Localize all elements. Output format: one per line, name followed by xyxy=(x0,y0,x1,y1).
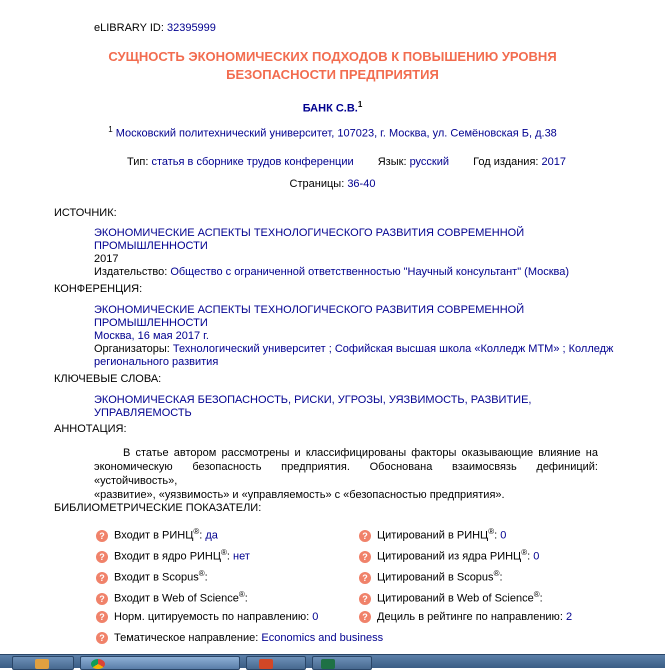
folder-icon xyxy=(35,659,49,669)
biblio-right-column xyxy=(359,527,572,632)
metric-scopus: ? Входит в Scopus®: xyxy=(96,569,383,590)
help-icon[interactable]: ? xyxy=(96,551,108,563)
help-icon[interactable]: ? xyxy=(96,632,108,644)
help-icon[interactable]: ? xyxy=(359,593,371,605)
pages-value: 36-40 xyxy=(347,178,376,190)
metric-thematic: ? Тематическое направление: Economics and business xyxy=(96,632,383,653)
powerpoint-icon xyxy=(259,659,273,669)
publisher-row xyxy=(94,266,614,279)
abstract-line-3: «развитие», «уязвимость» и «управляемость» с «безопасностью предприятия». xyxy=(94,489,505,501)
year-label: Год издания: xyxy=(473,156,539,168)
meta-row xyxy=(127,156,566,168)
organizers-value-1[interactable]: Технологический университет ; Софийская высшая школа «Колледж МТМ» ; Колледж xyxy=(172,343,614,355)
elibrary-id xyxy=(94,22,216,34)
biblio-heading: БИБЛИОМЕТРИЧЕСКИЕ ПОКАЗАТЕЛИ: xyxy=(54,502,262,514)
organizers-value-2[interactable]: регионального развития xyxy=(94,356,219,368)
source-title[interactable]: ЭКОНОМИЧЕСКИЕ АСПЕКТЫ ТЕХНОЛОГИЧЕСКОГО РАЗВИТИЯ СОВРЕМЕННОЙ ПРОМЫШЛЕННОСТИ xyxy=(94,227,525,252)
source-block xyxy=(94,227,614,279)
metric-rinc: ? Входит в РИНЦ®: да xyxy=(96,527,383,548)
source-year: 2017 xyxy=(94,253,119,265)
title-line-1: СУЩНОСТЬ ЭКОНОМИЧЕСКИХ ПОДХОДОВ К ПОВЫШЕНИЮ УРОВНЯ xyxy=(108,49,557,64)
chrome-icon xyxy=(91,659,105,669)
metric-citations-wos: ? Цитирований в Web of Science®: xyxy=(359,590,572,611)
help-icon[interactable]: ? xyxy=(96,611,108,623)
author-sup: 1 xyxy=(357,100,363,109)
source-heading: ИСТОЧНИК: xyxy=(54,207,117,219)
conference-date: Москва, 16 мая 2017 г. xyxy=(94,330,209,342)
abstract-line-2: экономическую безопасность предприятия. Обоснована взаимосвязь дефиниций: «устойчивость», xyxy=(94,461,598,487)
pages-row xyxy=(0,178,665,190)
title-line-2: БЕЗОПАСНОСТИ ПРЕДПРИЯТИЯ xyxy=(226,67,439,82)
metric-decile: ? Дециль в рейтинге по направлению: 2 xyxy=(359,611,572,632)
year-value: 2017 xyxy=(541,156,567,168)
metric-rinc-core: ? Входит в ядро РИНЦ®: нет xyxy=(96,548,383,569)
metric-norm-citation: ? Норм. цитируемость по направлению: 0 xyxy=(96,611,383,632)
metric-wos: ? Входит в Web of Science®: xyxy=(96,590,383,611)
elibrary-id-label: eLIBRARY ID: xyxy=(94,22,164,34)
excel-icon xyxy=(321,659,335,669)
abstract-line-1: В статье автором рассмотрены и классифицированы факторы оказывающие влияние на xyxy=(123,447,598,459)
conference-block xyxy=(94,304,614,369)
help-icon[interactable]: ? xyxy=(359,530,371,542)
taskbar-button-chrome[interactable] xyxy=(80,656,240,670)
help-icon[interactable]: ? xyxy=(359,611,371,623)
abstract-heading: АННОТАЦИЯ: xyxy=(54,423,127,435)
metric-citations-scopus: ? Цитирований в Scopus®: xyxy=(359,569,572,590)
language-label: Язык: xyxy=(377,156,407,168)
organizers-row xyxy=(94,343,614,356)
organizers-label: Организаторы: xyxy=(94,343,170,355)
elibrary-id-value[interactable]: 32395999 xyxy=(166,22,216,34)
help-icon[interactable]: ? xyxy=(359,572,371,584)
help-icon[interactable]: ? xyxy=(359,551,371,563)
affiliation xyxy=(0,125,665,140)
conference-heading: КОНФЕРЕНЦИЯ: xyxy=(54,283,143,295)
taskbar-button-excel[interactable] xyxy=(312,656,372,670)
taskbar-button-powerpoint[interactable] xyxy=(246,656,306,670)
abstract-text xyxy=(94,446,598,502)
taskbar xyxy=(0,654,665,668)
article-title xyxy=(0,48,665,84)
metric-citations-core: ? Цитирований из ядра РИНЦ®: 0 xyxy=(359,548,572,569)
help-icon[interactable]: ? xyxy=(96,530,108,542)
metric-citations-rinc: ? Цитирований в РИНЦ®: 0 xyxy=(359,527,572,548)
author-name[interactable]: БАНК С.В. xyxy=(302,102,358,115)
author[interactable] xyxy=(0,100,665,115)
pages-label: Страницы: xyxy=(289,178,345,190)
publisher-label: Издательство: xyxy=(94,266,168,278)
help-icon[interactable]: ? xyxy=(96,572,108,584)
affiliation-sup: 1 xyxy=(108,125,113,134)
taskbar-button[interactable] xyxy=(12,656,74,670)
publisher-value[interactable]: Общество с ограниченной ответственностью "Научный консультант" (Москва) xyxy=(170,266,570,278)
affiliation-text: Московский политехнический университет, 107023, г. Москва, ул. Семёновская Б, д.38 xyxy=(115,127,557,140)
keywords-text[interactable]: ЭКОНОМИЧЕСКАЯ БЕЗОПАСНОСТЬ, РИСКИ, УГРОЗЫ, УЯЗВИМОСТЬ, РАЗВИТИЕ, УПРАВЛЯЕМОСТЬ xyxy=(94,394,532,419)
help-icon[interactable]: ? xyxy=(96,593,108,605)
keywords-heading: КЛЮЧЕВЫЕ СЛОВА: xyxy=(54,373,162,385)
biblio-left-column xyxy=(96,527,383,653)
conference-title[interactable]: ЭКОНОМИЧЕСКИЕ АСПЕКТЫ ТЕХНОЛОГИЧЕСКОГО РАЗВИТИЯ СОВРЕМЕННОЙ ПРОМЫШЛЕННОСТИ xyxy=(94,304,525,329)
type-value: статья в сборнике трудов конференции xyxy=(151,156,354,168)
language-value: русский xyxy=(409,156,450,168)
type-label: Тип: xyxy=(127,156,149,168)
